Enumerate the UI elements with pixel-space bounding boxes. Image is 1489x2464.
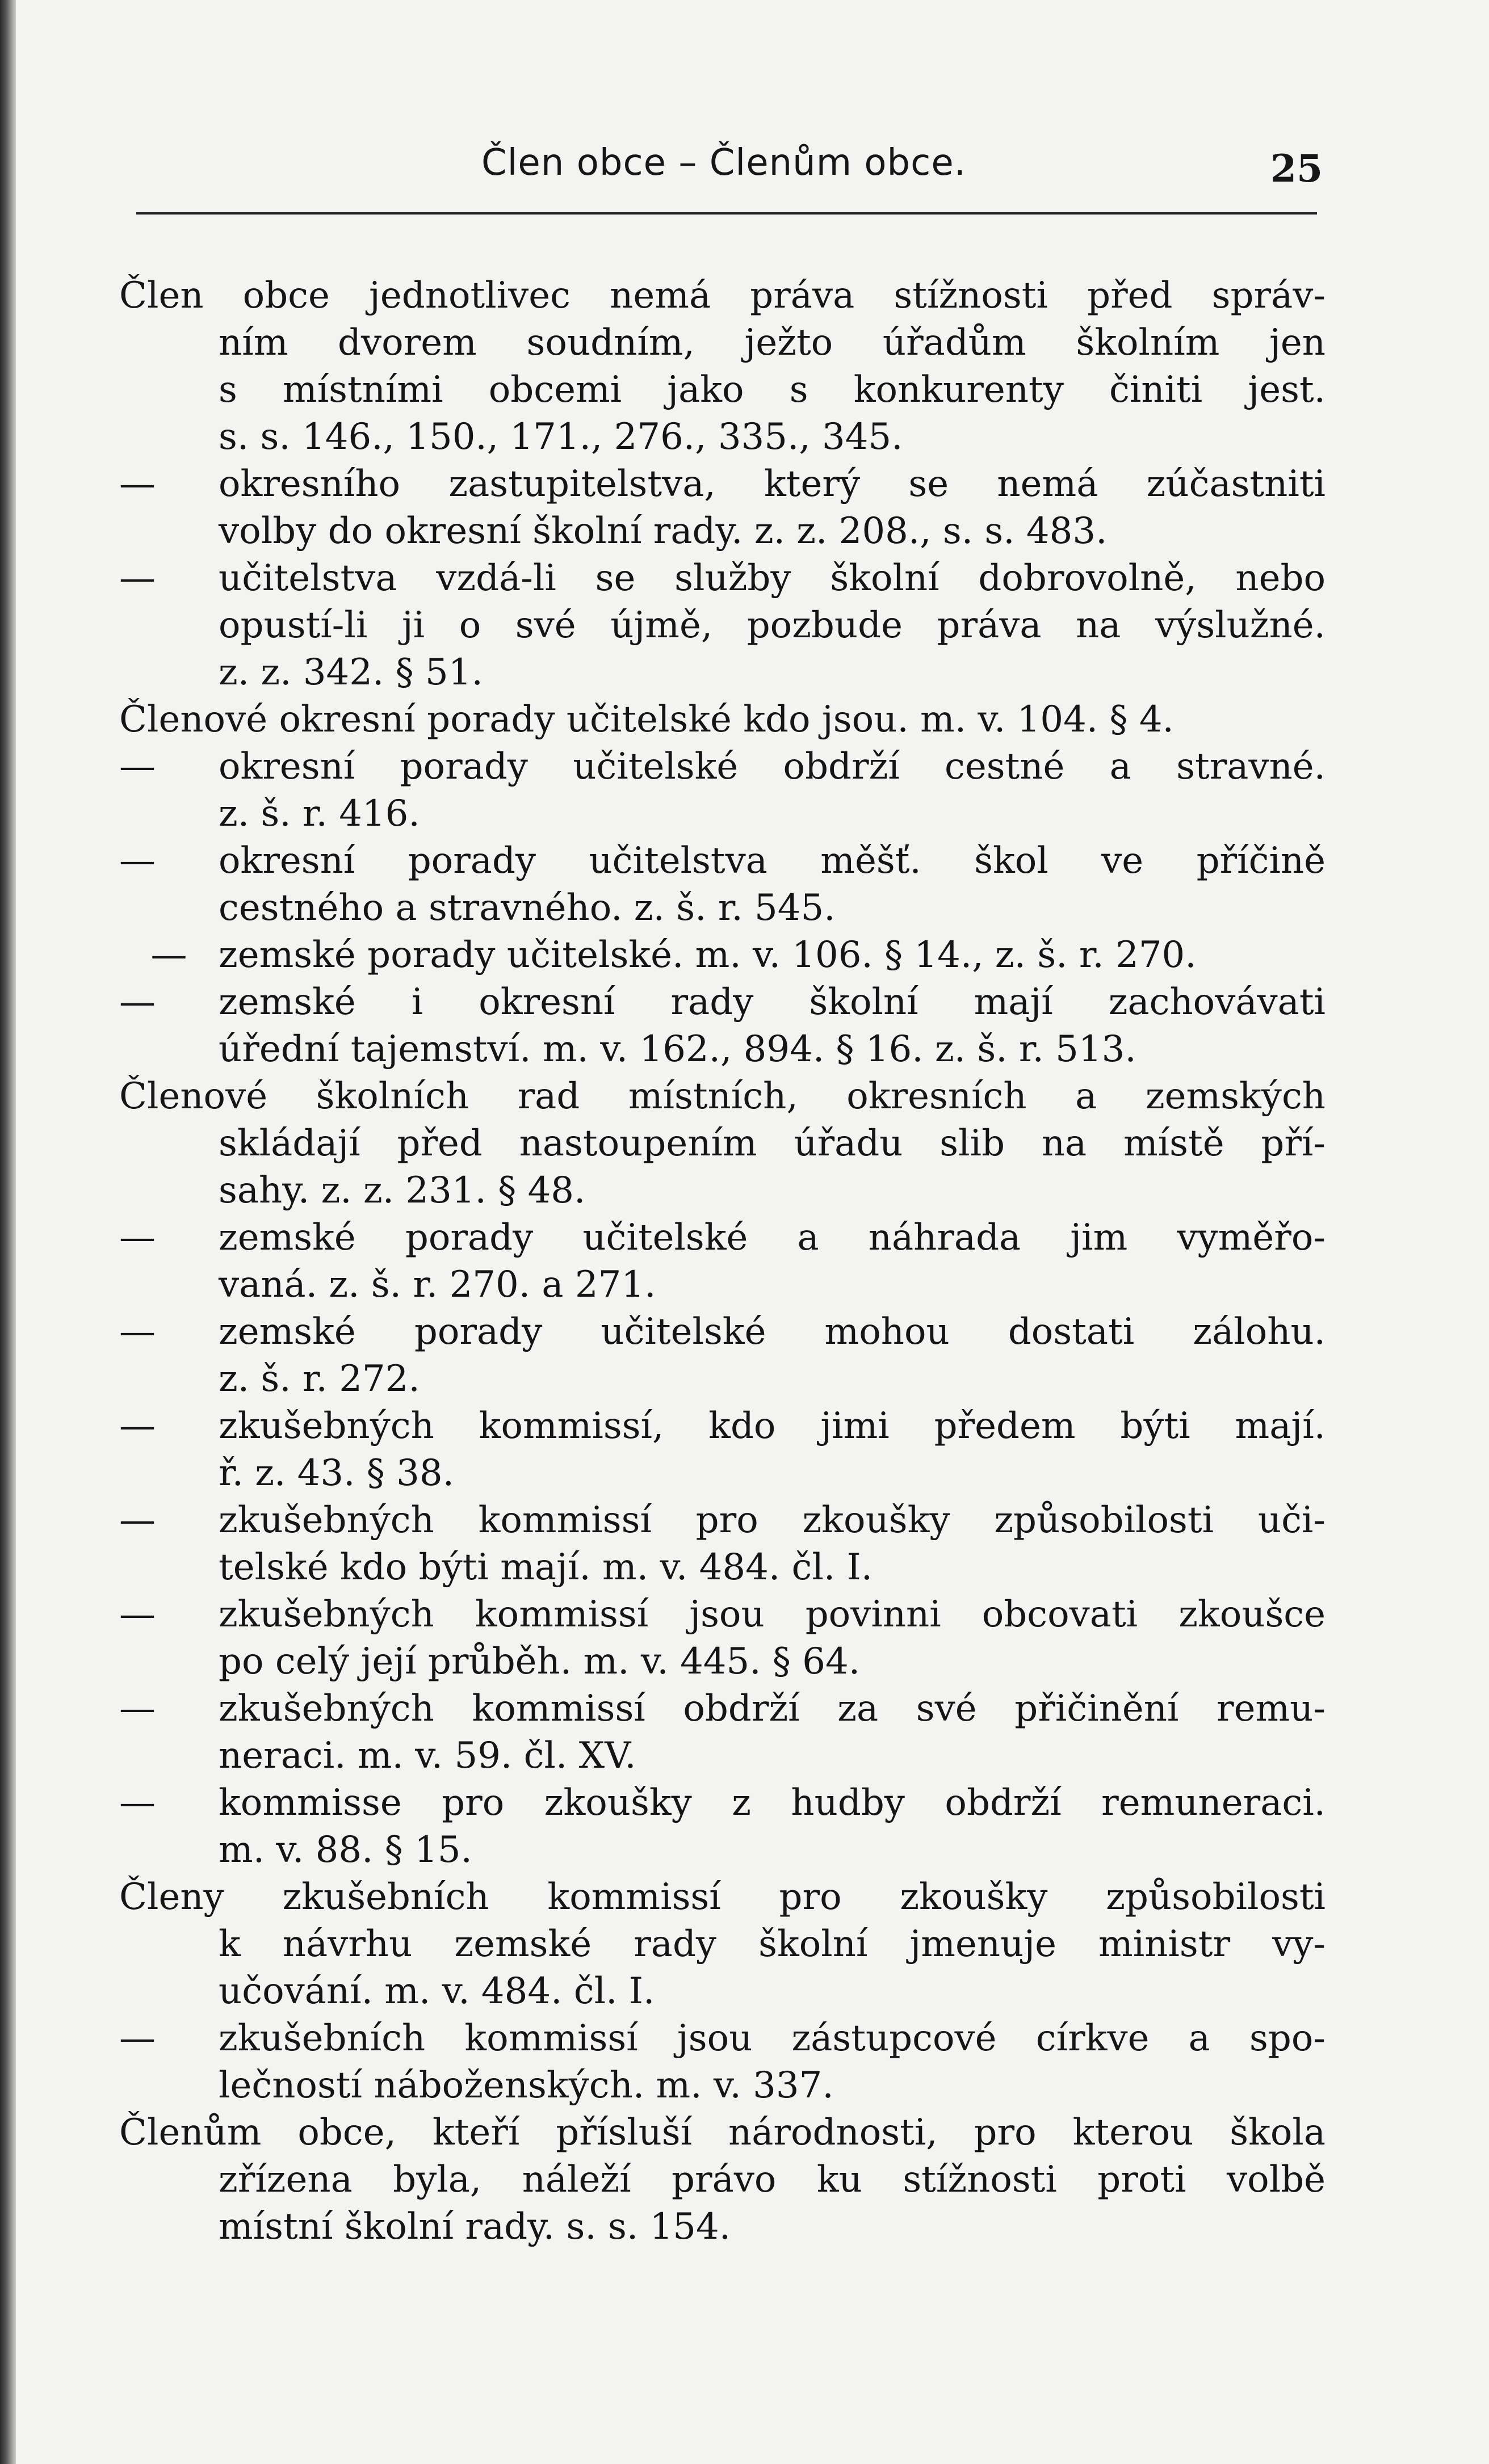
entry-text: k návrhu zemské rady školní jmenuje ministr vy- [219,1923,1326,1965]
index-entries [119,272,1326,2251]
sub-entry [119,838,1326,932]
entry-text: neraci. m. v. 59. čl. XV. [219,1735,636,1777]
entry-line [119,649,1326,696]
entry-line [119,838,1326,885]
main-entry [119,2109,1326,2251]
page-number: 25 [1270,146,1323,191]
main-entry [119,1874,1326,2015]
entry-text: zřízena byla, náleží právo ku stížnosti proti volbě [219,2159,1326,2201]
entry-line [119,1214,1326,1262]
entry-text: sahy. z. z. 231. § 48. [219,1170,586,1212]
entry-text: opustí-li ji o své újmě, pozbude práva na výslužné. [219,604,1326,646]
sub-entry [119,1309,1326,1403]
entry-line [119,1591,1326,1638]
ditto-dash: — [119,1593,156,1635]
entry-text: lečností náboženských. m. v. 337. [219,2064,834,2106]
entry-text: zemské porady učitelské. m. v. 106. § 14., z. š. r. 270. [219,934,1197,976]
entry-text: vaná. z. š. r. 270. a 271. [219,1264,656,1306]
entry-line [119,791,1326,838]
ditto-dash: — [119,840,156,882]
entry-line [119,1733,1326,1780]
entry-text: volby do okresní školní rady. z. z. 208., s. s. 483. [219,510,1108,552]
entry-line [119,932,1326,979]
entry-text: zkušebných kommissí jsou povinni obcovati zkoušce [219,1593,1326,1635]
ditto-dash: — [119,981,156,1023]
entry-text: místní školní rady. s. s. 154. [219,2206,731,2248]
entry-text: ř. z. 43. § 38. [219,1452,454,1494]
entry-line [119,555,1326,602]
entry-line [119,1167,1326,1214]
entry-line [119,2109,1326,2156]
entry-text: Členy zkušebních kommissí pro zkoušky způsobilosti [119,1876,1326,1918]
entry-line [119,1638,1326,1685]
sub-entry [119,979,1326,1073]
entry-line [119,1262,1326,1309]
entry-line [119,461,1326,508]
entry-text: m. v. 88. § 15. [219,1829,472,1871]
ditto-dash: — [119,746,156,788]
entry-text: zkušebných kommissí pro zkoušky způsobilosti uči- [219,1499,1326,1541]
entry-text: telské kdo býti mají. m. v. 484. čl. I. [219,1546,873,1588]
main-entry [119,272,1326,461]
entry-text: úřední tajemství. m. v. 162., 894. § 16. z. š. r. 513. [219,1028,1136,1070]
ditto-dash: — [119,463,156,505]
entry-text: zemské porady učitelské a náhrada jim vyměřo- [219,1217,1326,1259]
entry-text: zemské porady učitelské mohou dostati zálohu. [219,1311,1326,1353]
entry-line [119,1827,1326,1874]
entry-text: Členům obce, kteří přísluší národnosti, pro kterou škola [119,2112,1326,2154]
entry-text: ním dvorem soudním, ježto úřadům školním jen [219,322,1326,364]
entry-text: zkušebních kommissí jsou zástupcové církve a spo- [219,2017,1326,2059]
entry-line [119,508,1326,555]
entry-text: s. s. 146., 150., 171., 276., 335., 345. [219,416,903,458]
ditto-dash: — [119,1688,156,1730]
sub-entry [119,1780,1326,1874]
entry-text: zkušebných kommissí, kdo jimi předem býti mají. [219,1405,1326,1447]
ditto-dash: — [119,1782,156,1824]
entry-line [119,1309,1326,1356]
entry-line [119,1120,1326,1167]
entry-line [119,2062,1326,2109]
entry-text: cestného a stravného. z. š. r. 545. [219,887,836,929]
entry-line [119,743,1326,791]
page-header [125,136,1323,204]
entry-text: okresní porady učitelstva měšť. škol ve příčině [219,840,1326,882]
entry-text: po celý její průběh. m. v. 445. § 64. [219,1641,861,1683]
entry-text: Členové školních rad místních, okresních a zemských [119,1075,1326,1117]
entry-line [119,1968,1326,2015]
ditto-dash: — [119,1217,156,1259]
entry-line [119,1026,1326,1073]
entry-line [119,1544,1326,1591]
ditto-dash: — [119,2017,156,2059]
entry-line [119,1450,1326,1497]
entry-line [119,1073,1326,1120]
entry-text: učitelstva vzdá-li se služby školní dobrovolně, nebo [219,557,1326,599]
ditto-dash: — [119,1311,156,1353]
entry-line [119,1685,1326,1733]
entry-line [119,979,1326,1026]
entry-line [119,1497,1326,1544]
entry-line [119,272,1326,319]
entry-text: zkušebných kommissí obdrží za své přičinění remu- [219,1688,1326,1730]
sub-entry [119,461,1326,555]
entry-line [119,1874,1326,1921]
entry-line [119,2156,1326,2204]
entry-text: Členové okresní porady učitelské kdo jsou. m. v. 104. § 4. [119,699,1174,741]
ditto-dash: — [150,934,187,976]
entry-text: kommisse pro zkoušky z hudby obdrží remuneraci. [219,1782,1326,1824]
entry-text: s místními obcemi jako s konkurenty činiti jest. [219,369,1326,411]
sub-entry [119,2015,1326,2109]
running-head: Člen obce – Členům obce. [481,142,967,184]
entry-line [119,1921,1326,1968]
entry-line [119,1780,1326,1827]
sub-entry [119,1214,1326,1309]
ditto-dash: — [119,1405,156,1447]
entry-line [119,319,1326,367]
main-entry [119,696,1326,743]
sub-entry [119,932,1326,979]
ditto-dash: — [119,1499,156,1541]
entry-text: z. z. 342. § 51. [219,651,483,693]
sub-entry [119,1591,1326,1685]
entry-text: z. š. r. 272. [219,1358,420,1400]
sub-entry [119,1497,1326,1591]
sub-entry [119,1403,1326,1497]
sub-entry [119,1685,1326,1780]
entry-line [119,2015,1326,2062]
entry-line [119,1356,1326,1403]
entry-line [119,602,1326,649]
entry-text: skládají před nastoupením úřadu slib na místě pří- [219,1122,1326,1164]
entry-text: okresní porady učitelské obdrží cestné a stravné. [219,746,1326,788]
entry-line [119,414,1326,461]
page-spine-edge [0,0,16,2464]
entry-text: zemské i okresní rady školní mají zachovávati [219,981,1326,1023]
sub-entry [119,555,1326,696]
entry-line [119,696,1326,743]
entry-text: učování. m. v. 484. čl. I. [219,1970,655,2012]
entry-line [119,367,1326,414]
entry-text: z. š. r. 416. [219,793,420,835]
header-rule [136,212,1317,215]
entry-line [119,1403,1326,1450]
entry-line [119,2204,1326,2251]
main-entry [119,1073,1326,1214]
entry-line [119,885,1326,932]
entry-text: Člen obce jednotlivec nemá práva stížnosti před správ- [119,275,1326,317]
entry-text: okresního zastupitelstva, který se nemá zúčastniti [219,463,1326,505]
ditto-dash: — [119,557,156,599]
sub-entry [119,743,1326,838]
